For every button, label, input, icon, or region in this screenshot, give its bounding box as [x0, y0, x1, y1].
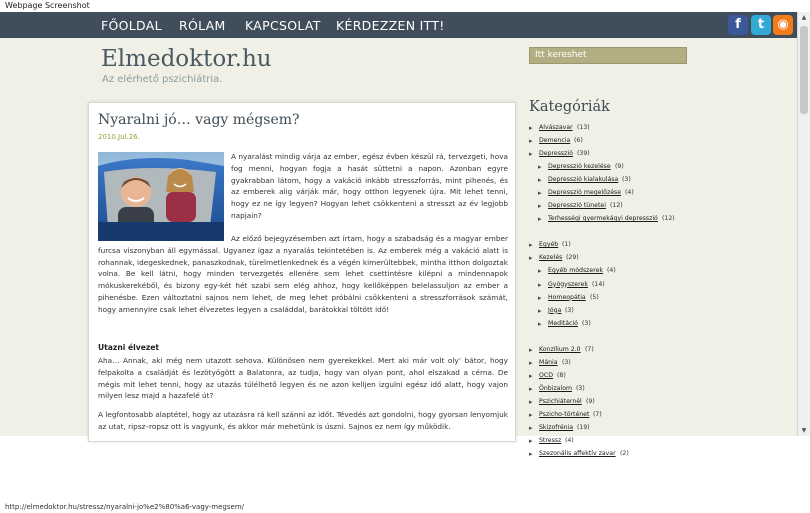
main-navigation: [0, 12, 797, 38]
cursor-arrow-icon: ▸: [529, 358, 533, 367]
category-item[interactable]: [529, 188, 679, 201]
category-link[interactable]: Alvászavar: [539, 124, 573, 131]
category-count: (3): [576, 384, 585, 392]
cursor-arrow-icon: ▸: [538, 202, 542, 211]
category-count: (14): [592, 280, 605, 288]
scroll-thumb[interactable]: [800, 26, 808, 114]
category-count: (3): [565, 306, 574, 314]
list-spacer: [529, 227, 679, 240]
page-body: [0, 38, 797, 459]
category-link[interactable]: Szezonális affektív zavar: [539, 450, 616, 458]
category-item[interactable]: [529, 423, 679, 436]
category-item[interactable]: [529, 240, 679, 253]
category-item[interactable]: [529, 149, 679, 162]
cursor-arrow-icon: ▸: [529, 241, 533, 250]
category-count: (3): [562, 358, 571, 366]
category-count: (4): [565, 437, 574, 445]
cursor-arrow-icon: ▸: [529, 397, 533, 406]
rss-icon[interactable]: ◉: [773, 15, 793, 35]
post-paragraph-3: Aha… Annak, aki még nem utazott sehova. Különösen nem gyerekekkel. Mert aki már volt oly’ bátor, hogy felpakolta a családját és lezötyögött a Balatonra, az tudja, hogy van olyan pont, ahol elszakad a cérna. De mégis mit lehet tenni, hogy az utazás túlélhető legyen és ne azon kelljen izgulni egész idő alatt, hogy vajon milyen lesz majd a hazafelé út?: [98, 356, 508, 401]
cursor-arrow-icon: ▸: [529, 437, 533, 446]
category-item[interactable]: [529, 397, 679, 410]
category-link[interactable]: Depresszió kialakulása: [548, 176, 619, 184]
site-title[interactable]: Elmedoktor.hu: [101, 46, 272, 72]
category-link[interactable]: Terhességi gyermekágyi depresszió: [548, 215, 658, 223]
category-count: (39): [577, 150, 590, 158]
category-item[interactable]: [529, 306, 679, 319]
post-subheading: Utazni élvezet: [98, 343, 160, 352]
cursor-arrow-icon: ▸: [529, 124, 533, 132]
category-item[interactable]: [529, 136, 679, 149]
cursor-arrow-icon: ▸: [529, 150, 533, 159]
category-count: (12): [662, 215, 675, 223]
cursor-arrow-icon: ▸: [538, 306, 542, 315]
category-count: (1): [562, 241, 571, 249]
nav-home[interactable]: FŐOLDAL: [101, 18, 162, 33]
status-bar-url: http://elmedoktor.hu/stressz/nyaralni-jo%e2%80%a6-vagy-megsem/: [5, 503, 245, 511]
category-count: (2): [620, 450, 629, 458]
category-count: (7): [593, 410, 602, 418]
cursor-arrow-icon: ▸: [529, 410, 533, 419]
search-input[interactable]: Itt kereshet: [529, 47, 687, 64]
category-item[interactable]: [529, 123, 679, 136]
cursor-arrow-icon: ▸: [529, 371, 533, 380]
category-item[interactable]: [529, 175, 679, 188]
list-spacer: [529, 332, 679, 345]
category-link[interactable]: Homeopátia: [548, 293, 586, 301]
category-count: (7): [585, 345, 594, 353]
post-paragraph-4: A legfontosabb alaptétel, hogy az utazásra rá kell szánni az időt. Tévedés azt gondolni, hogy gyorsan lenyomjuk az utat, ripsz–ropsz ott is vagyunk, és akkor már mehetünk is úszni. Sajnos ez nem így működik.: [98, 410, 508, 431]
post-title[interactable]: Nyaralni jó… vagy mégsem?: [98, 112, 300, 128]
category-item[interactable]: [529, 266, 679, 279]
category-link[interactable]: Konzílium 2.0: [539, 345, 581, 353]
categories-title: Kategóriák: [529, 99, 610, 115]
category-item[interactable]: [529, 293, 679, 306]
category-count: (12): [610, 202, 623, 210]
category-link[interactable]: Depresszió kezelése: [548, 163, 611, 171]
category-count: (9): [586, 397, 595, 405]
category-count: (8): [557, 371, 566, 379]
post-paragraph-2: Az előző bejegyzésemben azt írtam, hogy a szabadság és a magyar ember furcsa viszonyban áll egymással. Ugyanez igaz a nyaralás tekintetében is. Az emberek még a vakáció alatt is rohannak, idegeskednek, panaszkodnak, türelmetlenkednek és a végén kimerültebbek, mintha itthon dolgoztak volna. Be kell látni, hogy minden tervezgetés ellenére sem lehet csettintésre kilépni a mindennapok mókuskerekéből, és bizony egy-két hét szabi sem elég ahhoz, hogy kellőképpen belelassuljon az ember a pihenésbe. Ezen változtatni sajnos nem lehet, de meg lehet próbálni csökkenteni a stresszforrások számát, hogy amennyire csak lehet élvezetes legyen a családdal, barátokkal töltött idő!: [98, 234, 508, 314]
category-link[interactable]: OCD: [539, 371, 553, 379]
twitter-icon[interactable]: t: [751, 15, 771, 35]
category-link[interactable]: Demencia: [539, 137, 571, 145]
category-link[interactable]: Mánia: [539, 358, 558, 366]
category-link[interactable]: Jóga: [548, 306, 562, 314]
category-item[interactable]: [529, 371, 679, 384]
category-item[interactable]: [529, 280, 679, 293]
category-link[interactable]: Kezelés: [539, 254, 563, 262]
category-count: (19): [577, 423, 590, 431]
category-item[interactable]: [529, 214, 679, 227]
category-item[interactable]: [529, 436, 679, 449]
scroll-down-arrow-icon[interactable]: ▼: [801, 427, 807, 434]
category-link[interactable]: Pszichiáternél: [539, 397, 582, 405]
cursor-arrow-icon: ▸: [538, 280, 542, 289]
category-count: (13): [577, 124, 590, 131]
category-link[interactable]: Skizofrénia: [539, 423, 574, 431]
category-count: (3): [622, 176, 631, 184]
cursor-arrow-icon: ▸: [538, 215, 542, 224]
family-car-photo: [98, 152, 224, 241]
category-link[interactable]: Depresszió megelőzése: [548, 189, 622, 197]
cursor-arrow-icon: ▸: [529, 384, 533, 393]
cursor-arrow-icon: ▸: [538, 293, 542, 302]
category-link[interactable]: Egyéb: [539, 241, 559, 249]
category-link[interactable]: Önbizalom: [539, 384, 573, 392]
cursor-arrow-icon: ▸: [529, 345, 533, 354]
category-count: (4): [625, 189, 634, 197]
category-item[interactable]: [529, 358, 679, 371]
nav-about[interactable]: RÓLAM: [179, 18, 226, 33]
window-label: Webpage Screenshot: [5, 1, 90, 10]
post-article: [88, 102, 516, 442]
cursor-arrow-icon: ▸: [538, 189, 542, 198]
nav-ask[interactable]: KÉRDEZZEN ITT!: [336, 18, 445, 33]
categories-list: [529, 123, 679, 462]
category-link[interactable]: Depresszió: [539, 150, 573, 158]
cursor-arrow-icon: ▸: [529, 423, 533, 432]
category-link[interactable]: Pszicho-történet: [539, 410, 590, 418]
category-item[interactable]: [529, 345, 679, 358]
post-date: 2010.Jul.26.: [98, 133, 140, 141]
cursor-arrow-icon: ▸: [538, 163, 542, 172]
facebook-icon[interactable]: f: [728, 15, 748, 35]
site-tagline: Az elérhető pszichiátria.: [102, 74, 223, 85]
category-link[interactable]: Egyéb módszerek: [548, 267, 604, 275]
category-item[interactable]: [529, 449, 679, 462]
category-item[interactable]: [529, 201, 679, 214]
category-link[interactable]: Meditáció: [548, 319, 578, 327]
post-paragraph-1: A nyaralást mindig várja az ember, egész évben készül rá, tervezgeti, hova fog menni, hogyan fogja a hasát süttetni a napon. Azonban egyre gyakrabban látom, hogy a vakáció inkább stresszforrás, mint pihenés, és az emberek alig várják már, hogy otthon legyenek újra. Mit lehet tenni, hogy ez ne így legyen? Hogyan lehet csökkenteni a stresszt az év legjobb napjain?: [231, 152, 508, 220]
category-count: (3): [582, 319, 591, 327]
category-item[interactable]: [529, 253, 679, 266]
cursor-arrow-icon: ▸: [529, 450, 533, 459]
category-link[interactable]: Depresszió tünetei: [548, 202, 606, 210]
category-count: (5): [590, 293, 599, 301]
category-count: (29): [566, 254, 579, 262]
category-item[interactable]: [529, 319, 679, 332]
category-item[interactable]: [529, 162, 679, 175]
nav-contact[interactable]: KAPCSOLAT: [245, 18, 321, 33]
category-link[interactable]: Gyógyszerek: [548, 280, 588, 288]
cursor-arrow-icon: ▸: [538, 176, 542, 185]
cursor-arrow-icon: ▸: [538, 319, 542, 328]
category-count: (4): [607, 267, 616, 275]
vertical-scrollbar[interactable]: [797, 12, 810, 436]
category-count: (6): [574, 137, 583, 145]
category-link[interactable]: Stressz: [539, 437, 562, 445]
cursor-arrow-icon: ▸: [529, 137, 533, 146]
cursor-arrow-icon: ▸: [529, 254, 533, 263]
cursor-arrow-icon: ▸: [538, 267, 542, 276]
category-item[interactable]: [529, 410, 679, 423]
category-count: (9): [615, 163, 624, 171]
category-item[interactable]: [529, 384, 679, 397]
scroll-up-arrow-icon[interactable]: ▲: [801, 14, 807, 21]
